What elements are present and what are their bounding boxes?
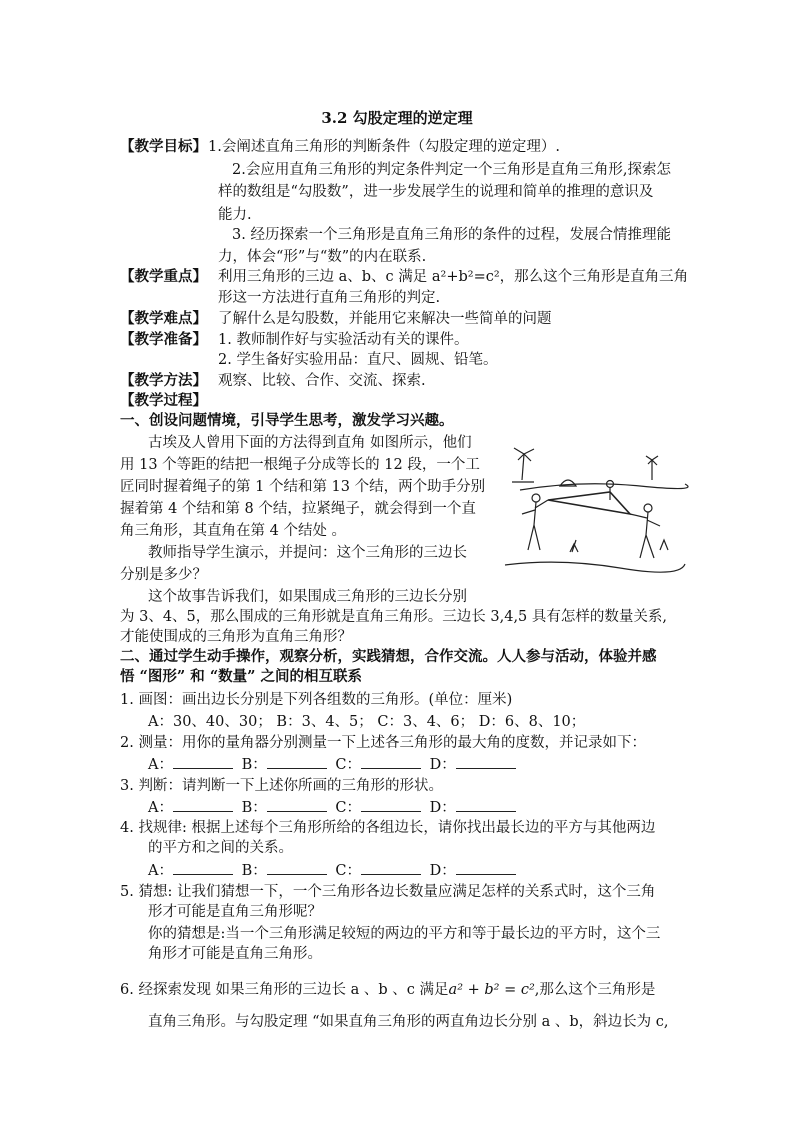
section1-line: 才能使围成的三角形为直角三角形？ [120, 629, 352, 645]
section1-line: 用 13 个等距的结把一根绳子分成等长的 12 段，一个工 [120, 457, 480, 473]
key-points-label: 【教学重点】 [120, 268, 207, 285]
key-points-line: 形这一方法进行直角三角形的判定. [218, 290, 441, 306]
objectives-label: 【教学目标】 [120, 138, 207, 155]
item-6: 直角三角形。与勾股定理 “如果直角三角形的两直角边长分别 a 、b，斜边长为 c, [148, 1014, 669, 1030]
blank-row [148, 860, 520, 881]
blank-row [148, 797, 520, 818]
answer-blank[interactable] [456, 860, 516, 875]
item-5: 角形才可能是直角三角形。 [148, 946, 322, 962]
item-2: 2. 测量：用你的量角器分别测量一下上述各三角形的最大角的度数，并记录如下： [120, 735, 646, 751]
answer-blank[interactable] [361, 797, 421, 812]
item-3: 3. 判断：请判断一下上述你所画的三角形的形状。 [120, 778, 443, 794]
key-points-line: 利用三角形的三边 a、b、c 满足 a²+b²=c²，那么这个三角形是直角三角 [218, 269, 689, 285]
answer-blank[interactable] [267, 860, 327, 875]
preparation-label: 【教学准备】 [120, 331, 207, 348]
section1-line: 这个故事告诉我们，如果围成三角形的三边长分别 [148, 589, 467, 605]
objective-line: 力，体会“形”与“数”的内在联系. [218, 249, 427, 265]
pythagorean-formula: a² + b² = c² [448, 982, 535, 998]
blank-label: A： [148, 800, 173, 816]
blank-label: D： [429, 757, 456, 773]
section1-line: 古埃及人曾用下面的方法得到直角 如图所示，他们 [148, 435, 472, 451]
item-5: 你的猜想是:当一个三角形满足较短的两边的平方和等于最长边的平方时，这个三 [148, 926, 661, 942]
item-6-text: 6. 经探索发现 如果三角形的三边长 a 、b 、c 满足 [120, 982, 449, 998]
answer-blank[interactable] [267, 797, 327, 812]
objective-line: 样的数组是“勾股数”，进一步发展学生的说理和简单的推理的意识及 [218, 184, 654, 200]
objective-line: 3. 经历探索一个三角形是直角三角形的条件的过程，发展合情推理能 [232, 227, 671, 243]
item-4: 4. 找规律: 根据上述每个三角形所给的各组边长，请你找出最长边的平方与其他两边 [120, 820, 656, 836]
item-6 [120, 980, 655, 1000]
section2-heading: 悟 “图形” 和 “数量” 之间的相互联系 [120, 668, 363, 685]
page-title: 3.2 勾股定理的逆定理 [321, 109, 473, 127]
blank-label: A： [148, 757, 173, 773]
blank-row [148, 754, 520, 775]
answer-blank[interactable] [173, 797, 233, 812]
objective-line: 1.会阐述直角三角形的判断条件（勾股定理的逆定理）. [208, 139, 560, 155]
answer-blank[interactable] [267, 754, 327, 769]
blank-label: B： [241, 800, 267, 816]
item-5: 形才可能是直角三角形呢？ [148, 904, 322, 920]
item-1: 1. 画图：画出边长分别是下列各组数的三角形。(单位：厘米) [120, 692, 513, 708]
section1-heading: 一、创设问题情境，引导学生思考，激发学习兴趣。 [120, 412, 454, 429]
section1-line: 握着第 4 个结和第 8 个结，拉紧绳子，就会得到一个直 [120, 501, 476, 517]
section1-line: 匠同时握着绳子的第 1 个结和第 13 个结，两个助手分别 [120, 479, 486, 495]
blank-label: C： [335, 757, 361, 773]
methods-label: 【教学方法】 [120, 372, 207, 389]
objective-line: 能力. [218, 207, 252, 223]
blank-label: D： [429, 863, 456, 879]
egyptian-rope-illustration [500, 440, 690, 580]
item-5: 5. 猜想: 让我们猜想一下，一个三角形各边长数量应满足怎样的关系式时，这个三角 [120, 884, 656, 900]
item-6-text: ,那么这个三角形是 [534, 982, 656, 998]
process-label: 【教学过程】 [120, 392, 207, 409]
difficulties-label: 【教学难点】 [120, 310, 207, 327]
section1-line: 为 3、4、5，那么围成的三角形就是直角三角形。三边长 3,4,5 具有怎样的数量关系, [120, 609, 668, 625]
section1-line: 分别是多少？ [120, 567, 207, 583]
blank-label: D： [429, 800, 456, 816]
answer-blank[interactable] [456, 754, 516, 769]
answer-blank[interactable] [456, 797, 516, 812]
preparation-line: 2. 学生备好实验用品：直尺、圆规、铅笔。 [218, 352, 498, 368]
methods-text: 观察、比较、合作、交流、探索. [218, 373, 426, 389]
answer-blank[interactable] [173, 754, 233, 769]
blank-label: B： [241, 757, 267, 773]
answer-blank[interactable] [361, 754, 421, 769]
item-4: 的平方和之间的关系。 [148, 840, 293, 856]
answer-blank[interactable] [361, 860, 421, 875]
item-1-options: A：30、40、30； B：3、4、5； C：3、4、6； D：6、8、10； [148, 714, 586, 730]
objective-line: 2.会应用直角三角形的判定条件判定一个三角形是直角三角形,探索怎 [232, 162, 671, 178]
preparation-line: 1. 教师制作好与实验活动有关的课件。 [218, 332, 469, 348]
section1-line: 教师指导学生演示，并提问：这个三角形的三边长 [148, 545, 467, 561]
difficulties-text: 了解什么是勾股数，并能用它来解决一些简单的问题 [218, 311, 552, 327]
blank-label: A： [148, 863, 173, 879]
blank-label: B： [241, 863, 267, 879]
answer-blank[interactable] [173, 860, 233, 875]
section1-line: 角三角形，其直角在第 4 个结处 。 [120, 523, 347, 539]
section2-heading: 二、通过学生动手操作，观察分析，实践猜想，合作交流。人人参与活动，体验并感 [120, 648, 657, 665]
blank-label: C： [335, 800, 361, 816]
blank-label: C： [335, 863, 361, 879]
